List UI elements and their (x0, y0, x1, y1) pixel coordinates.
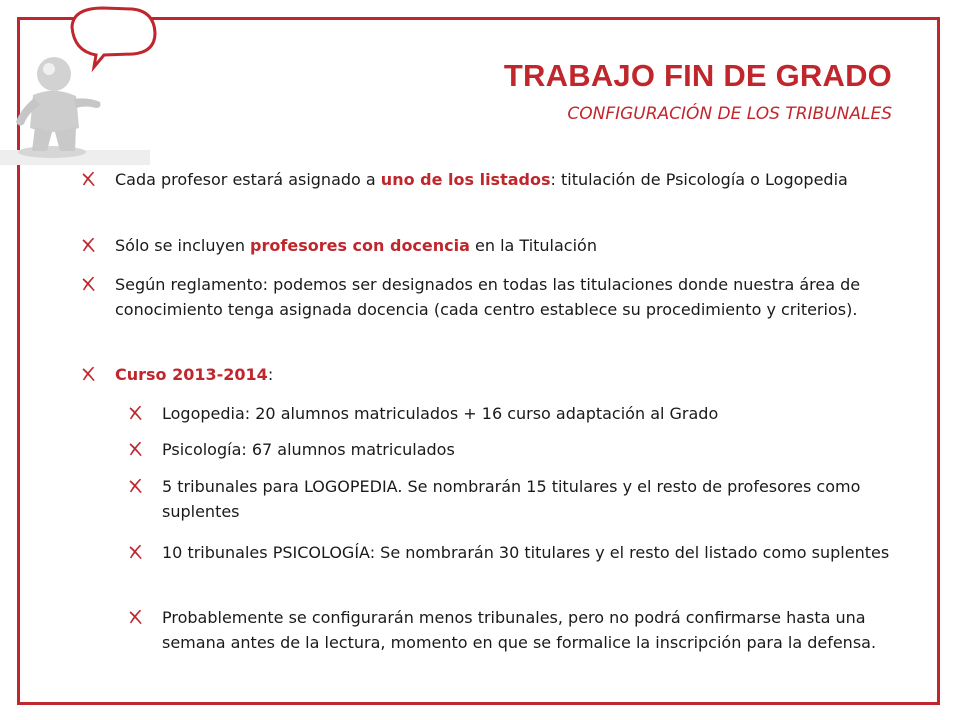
x-bullet-icon (128, 441, 144, 457)
x-bullet-icon (128, 544, 144, 560)
bullet-docencia: Sólo se incluyen profesores con docencia en la Titulación (115, 236, 597, 255)
x-bullet-icon (128, 478, 144, 494)
sub-bullet-logopedia: Logopedia: 20 alumnos matriculados + 16 curso adaptación al Grado (162, 404, 719, 423)
x-bullet-icon (81, 237, 97, 253)
bullet-reglamento: Según reglamento: podemos ser designados en todas las titulaciones donde nuestra área de conocimiento tenga asignada docencia (cada centro establece su procedimiento y criterios). (115, 275, 861, 319)
x-bullet-icon (128, 609, 144, 625)
sub-bullet-tribunales-logopedia: 5 tribunales para LOGOPEDIA. Se nombrarán 15 titulares y el resto de profesores como suplentes (162, 477, 861, 521)
thinking-figure-icon (0, 0, 170, 165)
x-bullet-icon (128, 405, 144, 421)
sub-bullet-probablemente: Probablemente se configurarán menos tribunales, pero no podrá confirmarse hasta una semana antes de la lectura, momento en que se formalice la inscripción para la defensa. (162, 608, 877, 652)
x-bullet-icon (81, 366, 97, 382)
x-bullet-icon (81, 171, 97, 187)
sub-bullet-psicologia: Psicología: 67 alumnos matriculados (162, 440, 455, 459)
highlight-listados: uno de los listados (380, 170, 551, 189)
highlight-curso: Curso 2013-2014 (115, 365, 268, 384)
slide-title: TRABAJO FIN DE GRADO (503, 58, 892, 93)
slide-subtitle: CONFIGURACIÓN DE LOS TRIBUNALES (567, 104, 892, 124)
bullet-curso: Curso 2013-2014: (115, 365, 274, 384)
bullet-listados: Cada profesor estará asignado a uno de los listados: titulación de Psicología o Logopedia (115, 170, 848, 189)
x-bullet-icon (81, 276, 97, 292)
sub-bullet-tribunales-psicologia: 10 tribunales PSICOLOGÍA: Se nombrarán 30 titulares y el resto del listado como suplentes (162, 543, 890, 562)
highlight-docencia: profesores con docencia (250, 236, 470, 255)
